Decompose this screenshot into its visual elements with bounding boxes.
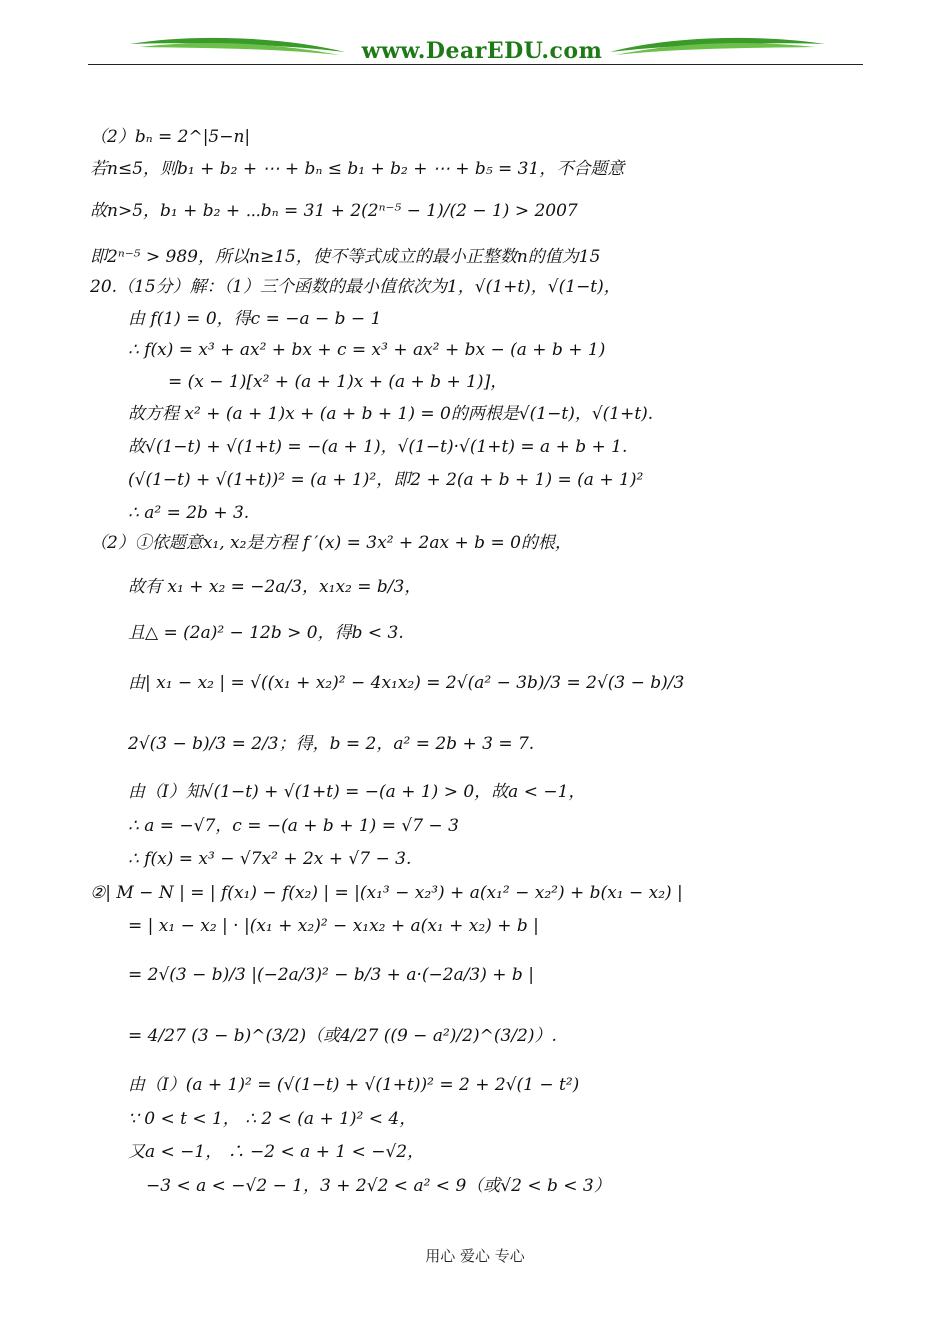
page-header bbox=[0, 0, 950, 80]
text-line: 且△ = (2a)² − 12b > 0，得b < 3. bbox=[128, 623, 404, 643]
text-line: 若n≤5，则b₁ + b₂ + ⋯ + bₙ ≤ b₁ + b₂ + ⋯ + b₅ = 31，不合题意 bbox=[90, 159, 625, 179]
text-line: ∴ a = −√7，c = −(a + b + 1) = √7 − 3 bbox=[128, 816, 459, 836]
text-line: ∵ 0 < t < 1， ∴ 2 < (a + 1)² < 4， bbox=[128, 1109, 417, 1129]
text-line: = 2√(3 − b)/3 |(−2a/3)² − b/3 + a·(−2a/3) + b | bbox=[128, 965, 534, 985]
text-line: = 4/27 (3 − b)^(3/2)（或4/27 ((9 − a²)/2)^(3/2)）. bbox=[128, 1026, 557, 1046]
text-line: 20.（15分）解：（1）三个函数的最小值依次为1，√(1+t)，√(1−t)， bbox=[90, 277, 621, 297]
text-line: = (x − 1)[x² + (a + 1)x + (a + b + 1)]， bbox=[168, 372, 508, 392]
text-line: 又a < −1， ∴ −2 < a + 1 < −√2， bbox=[128, 1142, 425, 1162]
text-line: 故方程 x² + (a + 1)x + (a + b + 1) = 0的两根是√(1−t)，√(1+t). bbox=[128, 404, 654, 424]
header-rule bbox=[88, 64, 863, 65]
text-line: 故有 x₁ + x₂ = −2a/3，x₁x₂ = b/3， bbox=[128, 577, 422, 597]
right-swoosh-logo-decoration bbox=[610, 30, 825, 60]
text-line: = | x₁ − x₂ | · |(x₁ + x₂)² − x₁x₂ + a(x₁ + x₂) + b | bbox=[128, 916, 539, 936]
text-line: 由（Ⅰ）(a + 1)² = (√(1−t) + √(1+t))² = 2 + 2√(1 − t²) bbox=[128, 1075, 580, 1095]
text-line: 由 f(1) = 0，得c = −a − b − 1 bbox=[128, 309, 382, 329]
text-line: ②| M − N | = | f(x₁) − f(x₂) | = |(x₁³ − x₂³) + a(x₁² − x₂²) + b(x₁ − x₂) | bbox=[90, 883, 683, 903]
text-line: ∴ f(x) = x³ − √7x² + 2x + √7 − 3. bbox=[128, 849, 412, 869]
text-line: (√(1−t) + √(1+t))² = (a + 1)²，即2 + 2(a + b + 1) = (a + 1)² bbox=[128, 470, 644, 490]
text-line: −3 < a < −√2 − 1，3 + 2√2 < a² < 9（或√2 < b < 3） bbox=[146, 1176, 611, 1196]
text-line: 即2ⁿ⁻⁵ > 989，所以n≥15，使不等式成立的最小正整数n的值为15 bbox=[90, 247, 601, 267]
site-logo: www.DearEDU.com bbox=[361, 38, 603, 64]
text-line: ∴ f(x) = x³ + ax² + bx + c = x³ + ax² + bx − (a + b + 1) bbox=[128, 340, 606, 360]
text-line: （2）bₙ = 2^|5−n| bbox=[90, 127, 251, 147]
text-line: 故√(1−t) + √(1+t) = −(a + 1)，√(1−t)·√(1+t) = a + b + 1. bbox=[128, 437, 628, 457]
text-line: 由（Ⅰ）知√(1−t) + √(1+t) = −(a + 1) > 0，故a < −1， bbox=[128, 782, 586, 802]
left-swoosh-logo-decoration bbox=[130, 30, 345, 60]
text-line: 2√(3 − b)/3 = 2/3；得，b = 2，a² = 2b + 3 = 7. bbox=[128, 734, 535, 754]
text-line: ∴ a² = 2b + 3. bbox=[128, 503, 250, 523]
text-line: （2）①依题意x₁, x₂是方程 f ′(x) = 3x² + 2ax + b = 0的根， bbox=[90, 533, 572, 553]
page-footer: 用心 爱心 专心 bbox=[425, 1247, 525, 1265]
text-line: 故n>5，b₁ + b₂ + ⋯bₙ = 31 + 2(2ⁿ⁻⁵ − 1)/(2 − 1) > 2007 bbox=[90, 201, 578, 221]
text-line: 由| x₁ − x₂ | = √((x₁ + x₂)² − 4x₁x₂) = 2√(a² − 3b)/3 = 2√(3 − b)/3 bbox=[128, 673, 685, 693]
